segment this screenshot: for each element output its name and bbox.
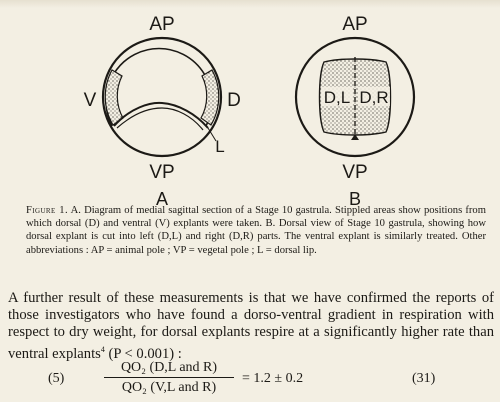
caption-figure-label: Figure 1. bbox=[26, 205, 68, 216]
equation-fraction bbox=[104, 360, 234, 396]
fraction-bar bbox=[104, 377, 234, 378]
equation-reference: (31) bbox=[412, 371, 436, 386]
figure-caption bbox=[26, 204, 486, 257]
panel-b-diagram bbox=[296, 14, 414, 205]
equation-value: = 1.2 ± 0.2 bbox=[242, 371, 304, 386]
equation-denominator: QO₂ (V,L and R) bbox=[121, 380, 217, 395]
panel-a-ap-label: AP bbox=[149, 14, 175, 35]
caption-text: A. Diagram of medial sagittal section of a Stage 10 gastrula. Stippled areas show positions from which dorsal (D) and ventral (V) explants were taken. B. Dorsal view of Stage 10 gastrula, showing how dorsal explant is cut into left (D,L) and right (D,R) parts. The ventral explant is similarly treated. Other abbreviations : AP = animal pole ; VP = vegetal pole ; L = dorsal lip. bbox=[26, 205, 486, 256]
panel-a-v-label: V bbox=[83, 90, 97, 111]
panel-a-vp-label: VP bbox=[149, 162, 175, 183]
body-paragraph bbox=[8, 290, 494, 363]
panel-b-dr-label: D,R bbox=[359, 88, 389, 107]
panel-b-vp-label: VP bbox=[342, 162, 368, 183]
panel-a-outer-circle bbox=[103, 38, 221, 156]
panel-a-diagram bbox=[84, 14, 241, 205]
equation-number: (5) bbox=[48, 371, 65, 386]
panel-a-archenteron-floor bbox=[114, 103, 208, 128]
panel-a-inner-arc bbox=[106, 49, 212, 126]
panel-b-ap-label: AP bbox=[342, 14, 368, 35]
equation-5 bbox=[0, 360, 500, 400]
panel-b-dl-label: D,L bbox=[323, 88, 351, 107]
body-paragraph-tail: (P < 0.001) : bbox=[104, 346, 182, 362]
footnote-marker: 4 bbox=[100, 345, 105, 354]
body-paragraph-text: A further result of these measurements is that we have confirmed the reports of those investigators who have found a dorso-ventral gradient in respiration with respect to dry weight, for dorsal explants respire at a significantly higher rate than ventral explants bbox=[8, 290, 494, 362]
panel-a-letter: A bbox=[155, 189, 169, 205]
panel-a-l-label: L bbox=[215, 137, 225, 156]
panel-a-d-label: D bbox=[227, 90, 241, 111]
panel-a-dorsal-stipple bbox=[201, 70, 219, 125]
panel-b-letter: B bbox=[348, 189, 362, 205]
equation-numerator: QO₂ (D,L and R) bbox=[120, 360, 218, 375]
